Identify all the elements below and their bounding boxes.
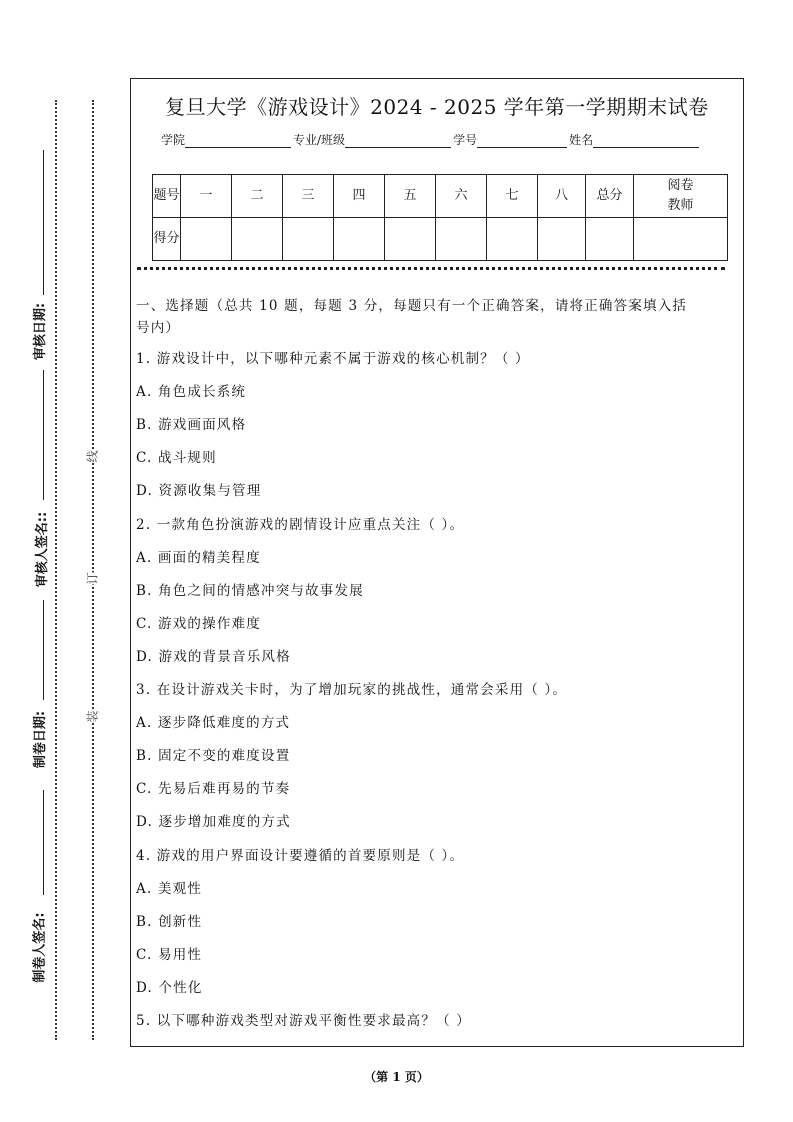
row-label: 题号 (153, 175, 181, 218)
col-header: 总分 (586, 175, 634, 218)
reviewer-signature-label: 审核人签名:: (35, 511, 51, 588)
major-field[interactable] (345, 133, 451, 148)
answer-option: D. 逐步增加难度的方式 (136, 814, 291, 831)
answer-option: B. 角色之间的情感冲突与故事发展 (136, 582, 364, 599)
separator (137, 267, 725, 270)
seal-mark: 装 (85, 710, 100, 723)
answer-option: B. 游戏画面风格 (136, 417, 247, 434)
question-text: 号内） (136, 320, 181, 336)
col-header: 阅卷教师 (634, 175, 728, 218)
col-header: 八 (538, 175, 586, 218)
col-header: 一 (181, 175, 232, 218)
score-cell[interactable] (283, 218, 334, 261)
name-label: 姓名 (569, 133, 594, 147)
line-mark: 线 (85, 450, 100, 463)
row-label: 得分 (153, 218, 181, 261)
id-label: 学号 (453, 133, 478, 147)
page-number: （第 1 页） (364, 1070, 429, 1084)
answer-option: B. 创新性 (136, 913, 203, 930)
question-text: 2. 一款角色扮演游戏的剧情设计应重点关注（ ）。 (136, 516, 465, 533)
answer-option: C. 先易后难再易的节奏 (136, 781, 291, 798)
college-field[interactable] (185, 133, 291, 148)
answer-option: B. 固定不变的难度设置 (136, 748, 291, 765)
col-header: 五 (385, 175, 436, 218)
answer-option: A. 画面的精美程度 (136, 549, 261, 566)
id-field[interactable] (477, 133, 567, 148)
answer-option: D. 游戏的背景音乐风格 (136, 648, 291, 665)
make-date-label: 制卷日期: (33, 710, 49, 769)
exam-frame (130, 78, 744, 1047)
score-cell[interactable] (436, 218, 487, 261)
answer-option: D. 资源收集与管理 (136, 483, 262, 500)
maker-signature-label: 制卷人签名: (32, 912, 48, 983)
col-header: 三 (283, 175, 334, 218)
question-text: 5. 以下哪种游戏类型对游戏平衡性要求最高？（ ） (136, 1013, 471, 1029)
answer-option: C. 游戏的操作难度 (136, 615, 261, 632)
score-cell[interactable] (634, 218, 728, 261)
answer-option: C. 易用性 (136, 946, 203, 963)
score-cell[interactable] (385, 218, 436, 261)
question-text: 1. 游戏设计中，以下哪种元素不属于游戏的核心机制？（ ） (136, 351, 530, 367)
question-text: 3. 在设计游戏关卡时，为了增加玩家的挑战性，通常会采用（ ）。 (136, 682, 568, 698)
major-label: 专业/班级 (293, 133, 346, 147)
answer-option: A. 美观性 (136, 880, 203, 897)
answer-option: A. 逐步降低难度的方式 (136, 715, 291, 732)
binding-dotted-line (92, 100, 94, 1040)
name-field[interactable] (593, 133, 699, 148)
bind-mark: 订 (85, 572, 100, 585)
col-header: 四 (334, 175, 385, 218)
page-title: 复旦大学《游戏设计》2024 - 2025 学年第一学期期末试卷 (165, 95, 709, 119)
student-info (161, 131, 701, 148)
review-date-label: 审核日期: (33, 302, 49, 361)
signature-line (43, 790, 44, 895)
signature-line (43, 150, 44, 295)
col-header: 七 (487, 175, 538, 218)
question-text: 4. 游戏的用户界面设计要遵循的首要原则是（ ）。 (136, 847, 465, 864)
score-table (152, 174, 728, 261)
answer-option: C. 战斗规则 (136, 450, 217, 467)
col-header: 二 (232, 175, 283, 218)
college-label: 学院 (161, 133, 186, 147)
score-cell[interactable] (538, 218, 586, 261)
score-cell[interactable] (232, 218, 283, 261)
signature-line (43, 600, 44, 700)
answer-option: D. 个性化 (136, 979, 203, 996)
signature-line (43, 370, 44, 500)
score-cell[interactable] (586, 218, 634, 261)
answer-option: A. 角色成长系统 (136, 384, 247, 401)
col-header: 六 (436, 175, 487, 218)
score-cell[interactable] (334, 218, 385, 261)
score-cell[interactable] (181, 218, 232, 261)
score-cell[interactable] (487, 218, 538, 261)
question-text: 一、选择题（总共 10 题，每题 3 分，每题只有一个正确答案，请将正确答案填入括 (136, 298, 688, 314)
binding-dotted-line (55, 100, 57, 1040)
